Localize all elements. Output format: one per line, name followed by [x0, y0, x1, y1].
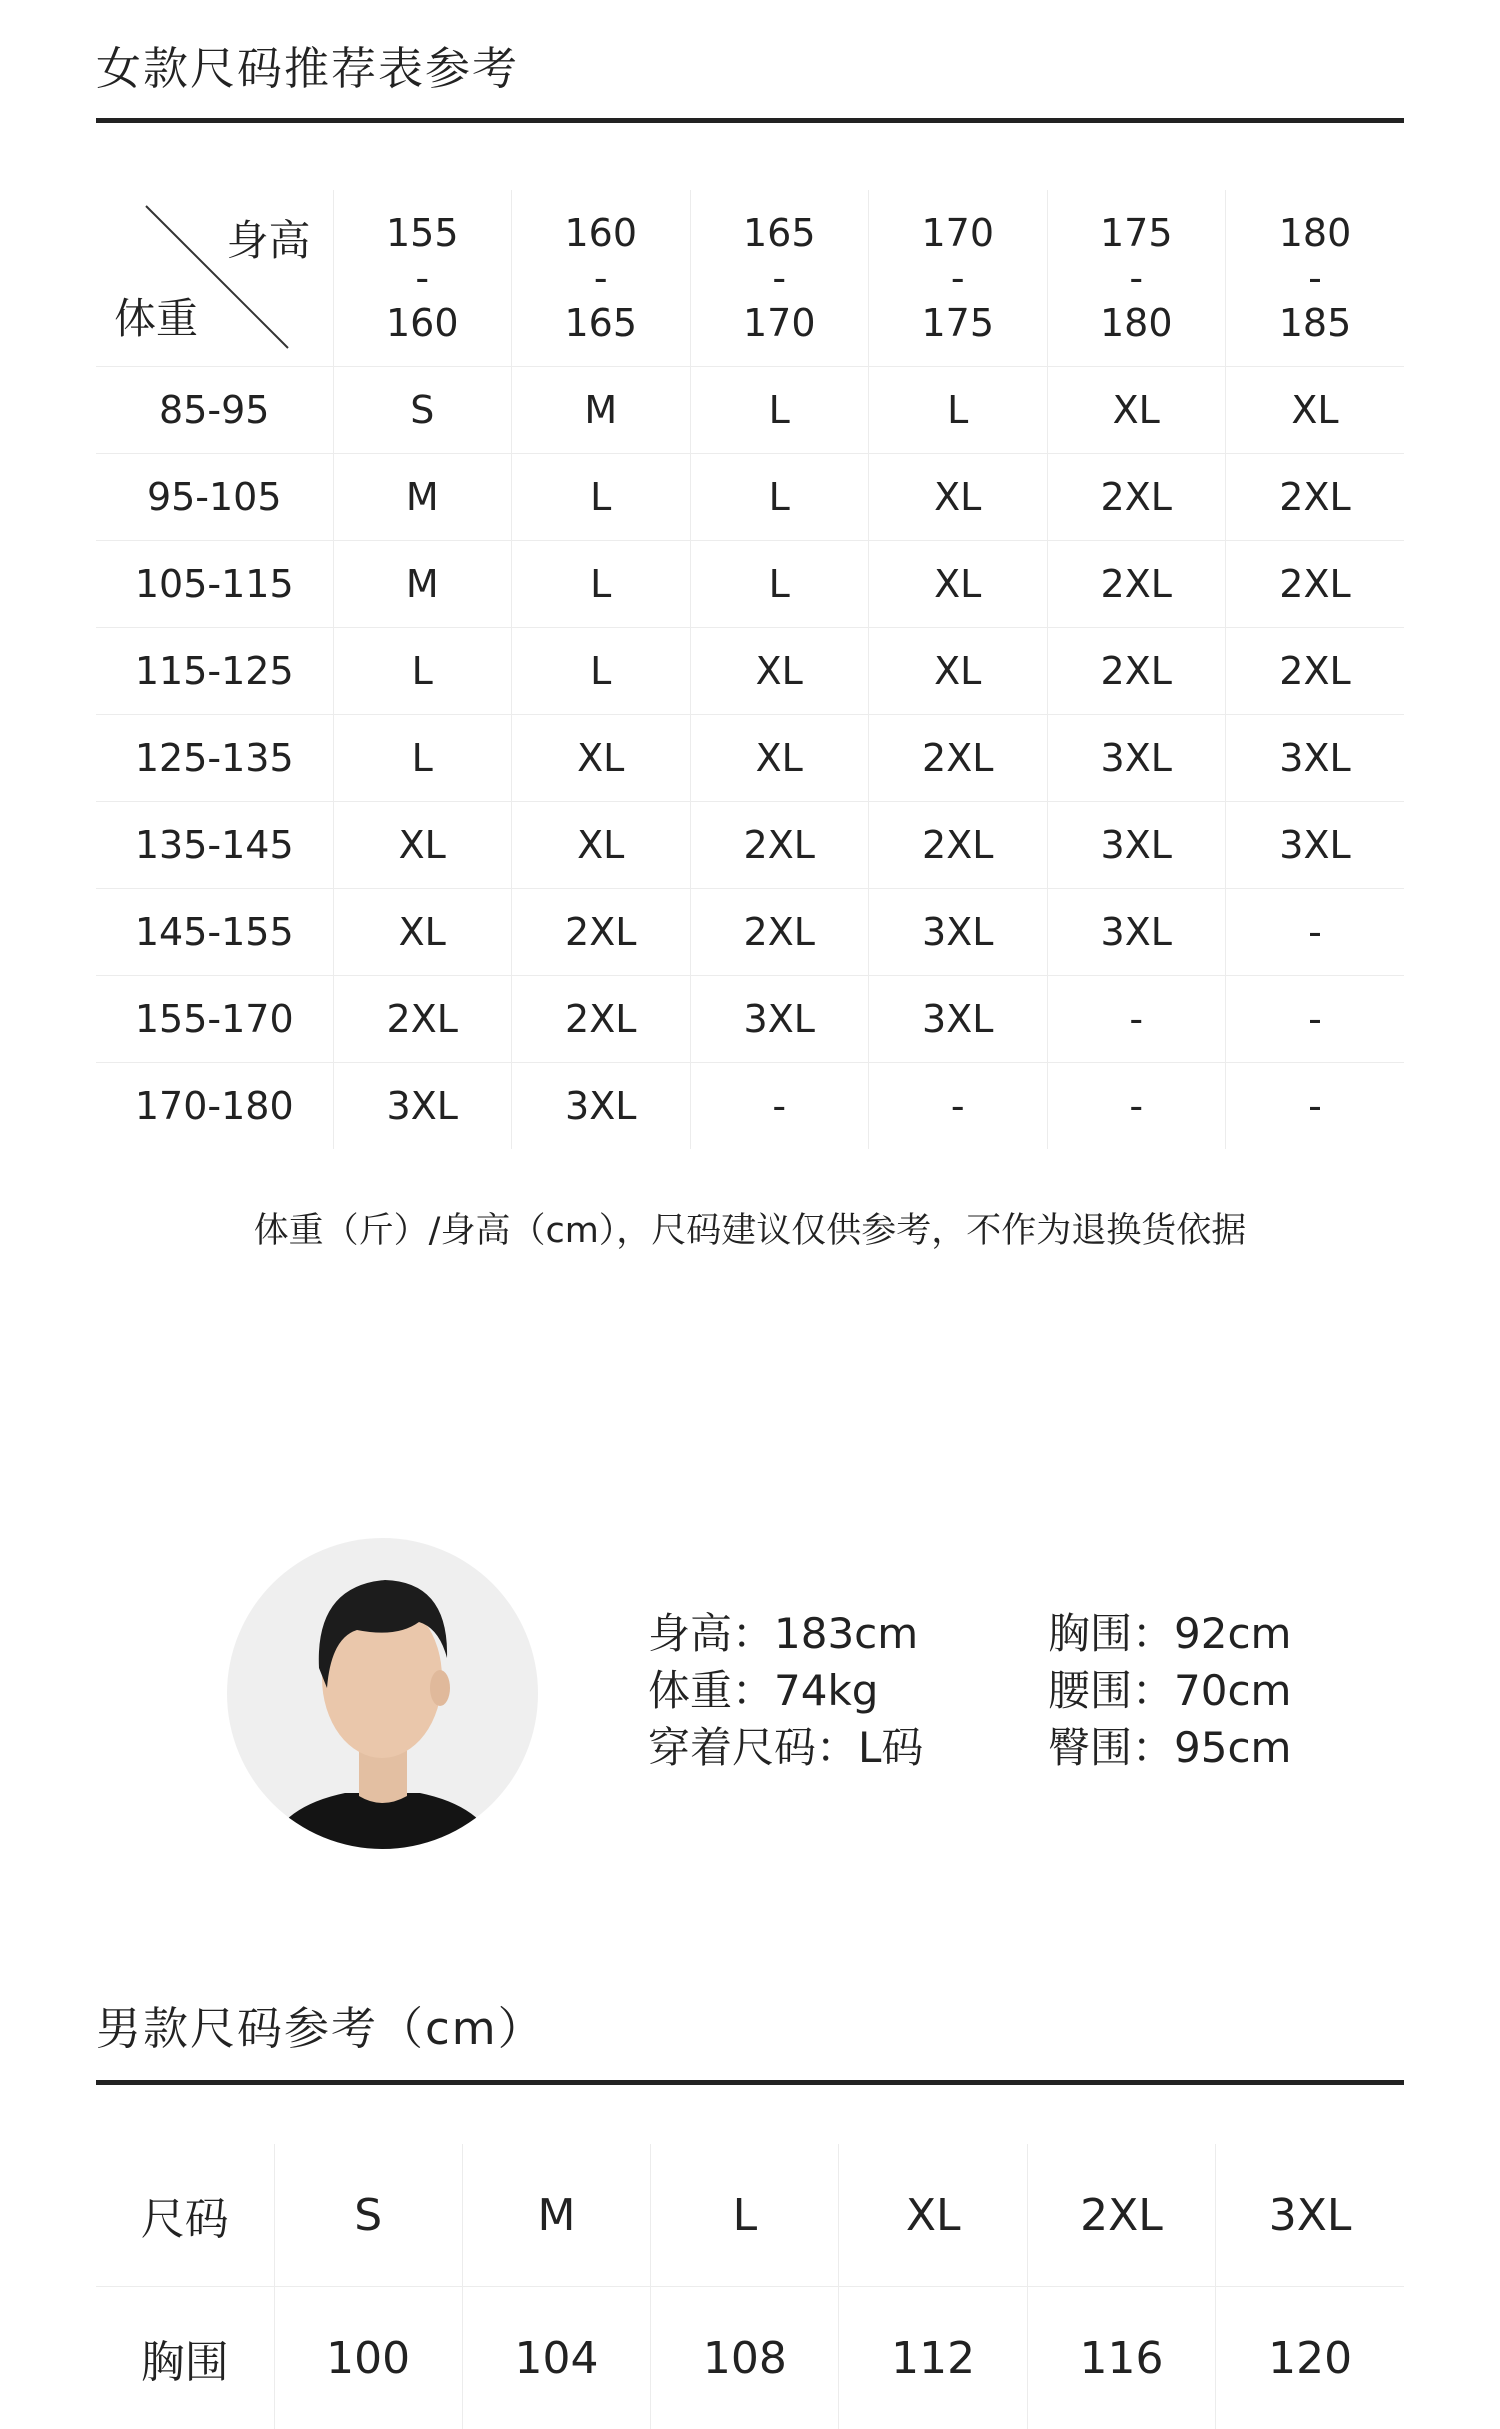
size-cell: 3XL: [512, 1063, 691, 1150]
model-portrait-icon: [227, 1538, 538, 1849]
size-cell: 3XL: [333, 1063, 512, 1150]
model-chest: 胸围：92cm: [1048, 1605, 1291, 1662]
model-stats-right: [1048, 1605, 1291, 1776]
table-row: [96, 367, 1404, 454]
size-cell: -: [1226, 1063, 1405, 1150]
men-value-cell: M: [462, 2144, 650, 2287]
size-cell: M: [512, 367, 691, 454]
size-cell: -: [1226, 889, 1405, 976]
women-section-title: 女款尺码推荐表参考: [96, 32, 519, 97]
corner-height-label: 身高: [226, 208, 310, 268]
size-cell: 2XL: [869, 715, 1048, 802]
size-cell: XL: [869, 628, 1048, 715]
men-value-cell: 104: [462, 2287, 650, 2429]
height-range-from: 180: [1226, 210, 1404, 256]
size-cell: XL: [690, 715, 869, 802]
height-range-from: 160: [512, 210, 690, 256]
size-cell: M: [333, 454, 512, 541]
size-cell: 3XL: [1226, 802, 1405, 889]
size-cell: L: [512, 454, 691, 541]
men-value-cell: 3XL: [1216, 2144, 1404, 2287]
size-cell: -: [1047, 1063, 1226, 1150]
model-weight: 体重：74kg: [648, 1662, 923, 1719]
size-cell: 2XL: [690, 802, 869, 889]
men-size-table: [96, 2144, 1404, 2429]
men-value-cell: S: [274, 2144, 462, 2287]
height-range-from: 175: [1048, 210, 1226, 256]
men-chest-row: [96, 2287, 1404, 2429]
height-range-header: [333, 190, 512, 367]
men-value-cell: L: [651, 2144, 839, 2287]
height-range-header: [690, 190, 869, 367]
size-cell: XL: [333, 889, 512, 976]
size-cell: 3XL: [1226, 715, 1405, 802]
size-cell: -: [690, 1063, 869, 1150]
men-row-label: 胸围: [96, 2287, 274, 2429]
size-cell: L: [690, 541, 869, 628]
men-section-title: 男款尺码参考（cm）: [96, 1992, 545, 2057]
size-cell: L: [690, 367, 869, 454]
size-cell: XL: [512, 715, 691, 802]
table-row: [96, 715, 1404, 802]
height-range-separator: -: [512, 256, 690, 300]
size-cell: XL: [333, 802, 512, 889]
height-range-separator: -: [869, 256, 1047, 300]
height-range-separator: -: [691, 256, 869, 300]
size-cell: 2XL: [512, 976, 691, 1063]
size-cell: XL: [690, 628, 869, 715]
size-cell: 2XL: [1047, 541, 1226, 628]
men-size-row: [96, 2144, 1404, 2287]
men-value-cell: 112: [839, 2287, 1027, 2429]
size-cell: L: [333, 715, 512, 802]
size-cell: L: [869, 367, 1048, 454]
size-cell: 3XL: [1047, 802, 1226, 889]
weight-range-cell: 145-155: [96, 889, 333, 976]
height-range-separator: -: [334, 256, 512, 300]
men-value-cell: 100: [274, 2287, 462, 2429]
model-stats-left: [648, 1605, 923, 1776]
men-value-cell: 116: [1027, 2287, 1215, 2429]
size-cell: 3XL: [690, 976, 869, 1063]
height-range-to: 160: [334, 300, 512, 346]
model-waist: 腰围：70cm: [1048, 1662, 1291, 1719]
size-cell: XL: [1226, 367, 1405, 454]
size-cell: 3XL: [1047, 715, 1226, 802]
size-cell: L: [512, 541, 691, 628]
weight-range-cell: 95-105: [96, 454, 333, 541]
corner-cell: [96, 190, 333, 367]
model-size-worn: 穿着尺码：L码: [648, 1719, 923, 1776]
height-range-to: 185: [1226, 300, 1404, 346]
height-range-header: [1047, 190, 1226, 367]
height-range-separator: -: [1048, 256, 1226, 300]
size-cell: 3XL: [869, 976, 1048, 1063]
size-cell: 2XL: [1047, 454, 1226, 541]
men-value-cell: 120: [1216, 2287, 1404, 2429]
size-cell: S: [333, 367, 512, 454]
height-range-to: 170: [691, 300, 869, 346]
size-cell: -: [869, 1063, 1048, 1150]
size-cell: 2XL: [333, 976, 512, 1063]
size-cell: L: [512, 628, 691, 715]
size-cell: 2XL: [1226, 454, 1405, 541]
men-value-cell: 2XL: [1027, 2144, 1215, 2287]
height-range-header: [512, 190, 691, 367]
size-cell: -: [1047, 976, 1226, 1063]
table-row: [96, 1063, 1404, 1150]
model-avatar: [227, 1538, 538, 1849]
height-range-from: 155: [334, 210, 512, 256]
women-title-rule: [96, 118, 1404, 123]
model-height: 身高：183cm: [648, 1605, 923, 1662]
size-cell: 2XL: [869, 802, 1048, 889]
size-cell: XL: [869, 541, 1048, 628]
size-cell: 3XL: [869, 889, 1048, 976]
height-range-separator: -: [1226, 256, 1404, 300]
table-row: [96, 976, 1404, 1063]
men-value-cell: 108: [651, 2287, 839, 2429]
women-table-header-row: [96, 190, 1404, 367]
men-row-label: 尺码: [96, 2144, 274, 2287]
size-cell: 2XL: [1226, 541, 1405, 628]
weight-range-cell: 125-135: [96, 715, 333, 802]
height-range-to: 175: [869, 300, 1047, 346]
table-row: [96, 628, 1404, 715]
weight-range-cell: 155-170: [96, 976, 333, 1063]
size-cell: XL: [512, 802, 691, 889]
size-cell: -: [1226, 976, 1405, 1063]
women-size-note: 体重（斤）/身高（cm），尺码建议仅供参考，不作为退换货依据: [0, 1203, 1500, 1253]
table-row: [96, 454, 1404, 541]
women-size-table: [96, 190, 1404, 1149]
height-range-to: 165: [512, 300, 690, 346]
weight-range-cell: 170-180: [96, 1063, 333, 1150]
height-range-to: 180: [1048, 300, 1226, 346]
model-hip: 臀围：95cm: [1048, 1719, 1291, 1776]
men-title-rule: [96, 2080, 1404, 2085]
size-cell: 2XL: [1047, 628, 1226, 715]
size-cell: L: [690, 454, 869, 541]
size-cell: XL: [1047, 367, 1226, 454]
table-row: [96, 802, 1404, 889]
size-cell: 2XL: [1226, 628, 1405, 715]
height-range-header: [869, 190, 1048, 367]
weight-range-cell: 85-95: [96, 367, 333, 454]
table-row: [96, 541, 1404, 628]
height-range-from: 165: [691, 210, 869, 256]
weight-range-cell: 115-125: [96, 628, 333, 715]
size-cell: XL: [869, 454, 1048, 541]
size-cell: 2XL: [690, 889, 869, 976]
weight-range-cell: 105-115: [96, 541, 333, 628]
height-range-header: [1226, 190, 1405, 367]
size-cell: M: [333, 541, 512, 628]
table-row: [96, 889, 1404, 976]
height-range-from: 170: [869, 210, 1047, 256]
corner-weight-label: 体重: [114, 286, 198, 346]
size-cell: L: [333, 628, 512, 715]
size-cell: 3XL: [1047, 889, 1226, 976]
weight-range-cell: 135-145: [96, 802, 333, 889]
men-value-cell: XL: [839, 2144, 1027, 2287]
size-cell: 2XL: [512, 889, 691, 976]
